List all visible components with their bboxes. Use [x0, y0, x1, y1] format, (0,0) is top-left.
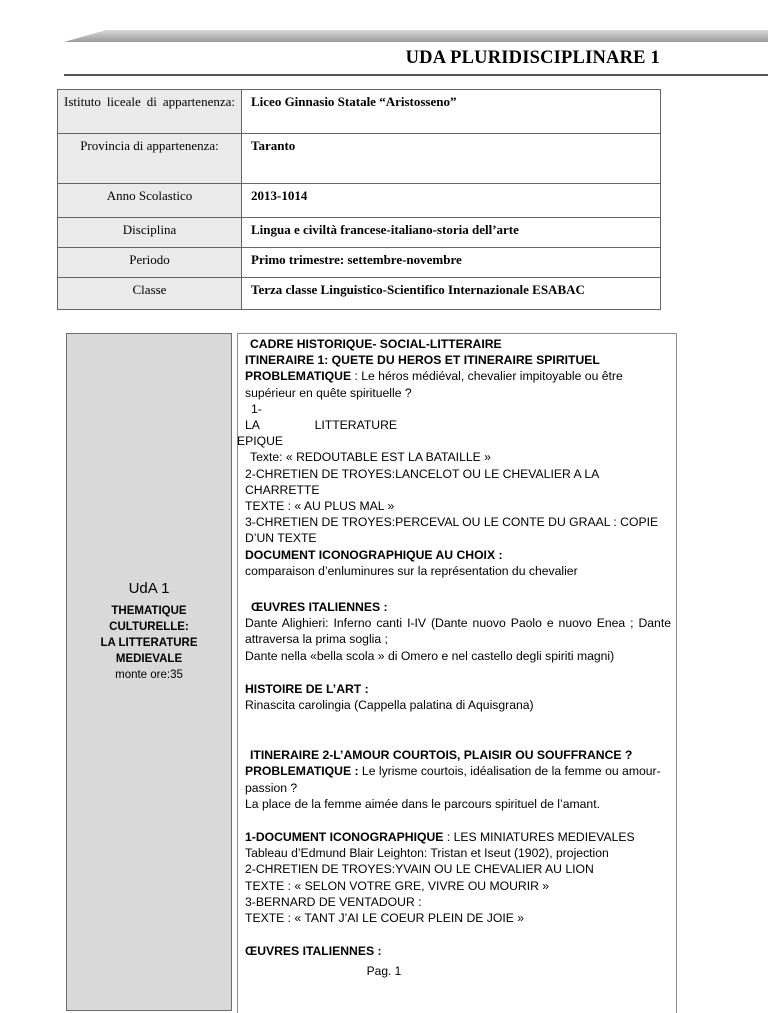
info-table: [57, 89, 661, 310]
label-periodo: Periodo: [58, 248, 242, 278]
value-anno: 2013-1014: [242, 184, 661, 218]
header-decoration-bar: [64, 30, 768, 42]
label-istituto: Istituto liceale di appartenenza:: [58, 90, 242, 134]
item-1-number: 1-: [251, 401, 262, 416]
miniature-line-3: TEXTE : « SELON VOTRE GRE, VIVRE OU MOURIR »: [245, 878, 550, 893]
page-number: Pag. 1: [366, 964, 402, 978]
item-2-title: 2-CHRETIEN DE TROYES:LANCELOT OU LE CHEVALIER A LA CHARRETTE: [245, 466, 599, 497]
doc-iconographique-2: [241, 829, 671, 845]
uda-theme-line3: LA LITTERATURE: [100, 637, 198, 649]
histoire-art-text: Rinascita carolingia (Cappella palatina di Aquisgrana): [245, 698, 534, 713]
oeuvres-italiennes-1-text: Dante Alighieri: Inferno canti I-IV (Dante nuovo Paolo e nuovo Enea ; Dante attraversa la prima soglia ;: [245, 616, 671, 647]
miniature-line-1: Tableau d’Edmund Blair Leighton: Tristan et Iseut (1902), projection: [245, 846, 609, 861]
itinerary-1-heading: ITINERAIRE 1: QUETE DU HEROS ET ITINERAIRE SPIRITUEL: [245, 353, 600, 368]
problematique-2-text: Le lyrisme courtois, idéalisation de la femme ou amour-passion ?: [245, 764, 661, 795]
oeuvres-italiennes-1-label: ŒUVRES ITALIENNES :: [251, 600, 388, 615]
histoire-art-label: HISTOIRE DE L’ART :: [245, 681, 369, 696]
value-disciplina: Lingua e civiltà francese-italiano-storia dell’arte: [242, 218, 661, 248]
uda-content: [237, 336, 671, 960]
value-istituto: Liceo Ginnasio Statale “Aristosseno”: [242, 90, 661, 134]
item-3-title: 3-CHRETIEN DE TROYES:PERCEVAL OU LE CONTE DU GRAAL : COPIE D’UN TEXTE: [245, 515, 659, 546]
problematique-1-text: : Le héros médiéval, chevalier impitoyable ou être supérieur en quête spirituelle ?: [245, 369, 623, 400]
cadre-heading: CADRE HISTORIQUE- SOCIAL-LITTERAIRE: [250, 337, 502, 351]
problematique-2: [241, 763, 671, 795]
label-anno: Anno Scolastico: [58, 184, 242, 218]
main-table-right-border: [676, 333, 677, 1013]
main-table-top-border: [237, 333, 676, 334]
uda-theme-line4: MEDIEVALE: [115, 653, 183, 665]
uda-theme-line1: THEMATIQUE: [111, 605, 187, 617]
miniature-line-5: TEXTE : « TANT J’AI LE COEUR PLEIN DE JOIE »: [245, 911, 525, 926]
uda-label-cell: [66, 333, 232, 1011]
value-classe: Terza classe Linguistico-Scientifico Internazionale ESABAC: [242, 278, 661, 310]
value-periodo: Primo trimestre: settembre-novembre: [242, 248, 661, 278]
uda-theme-line2: CULTURELLE:: [109, 621, 189, 633]
doc-iconographique-2-text: : LES MINIATURES MEDIEVALES: [443, 830, 635, 845]
item-1-title: LA LITTERATURE: [245, 418, 398, 433]
header-divider: [64, 74, 768, 76]
item-2-text: TEXTE : « AU PLUS MAL »: [245, 499, 395, 514]
item-1-title-end: EPIQUE: [237, 434, 284, 449]
oeuvres-italiennes-1-text2: Dante nella «bella scola » di Omero e nel castello degli spiriti magni): [245, 648, 615, 663]
problematique-1: [241, 368, 671, 400]
value-provincia: Taranto: [242, 134, 661, 184]
label-provincia: Provincia di appartenenza:: [58, 134, 242, 184]
item-1-text: Texte: « REDOUTABLE EST LA BATAILLE »: [250, 450, 491, 465]
oeuvres-italiennes-2-label: ŒUVRES ITALIENNES :: [245, 944, 382, 959]
miniature-line-2: 2-CHRETIEN DE TROYES:YVAIN OU LE CHEVALIER AU LION: [245, 862, 594, 877]
miniature-line-4: 3-BERNARD DE VENTADOUR :: [245, 894, 422, 909]
problematique-2-label: PROBLEMATIQUE :: [245, 764, 359, 779]
page-title: UDA PLURIDISCIPLINARE 1: [405, 48, 660, 68]
itinerary-2-heading: ITINERAIRE 2-L’AMOUR COURTOIS, PLAISIR OU SOUFFRANCE ?: [250, 748, 633, 763]
label-disciplina: Disciplina: [58, 218, 242, 248]
doc-iconographique-label: DOCUMENT ICONOGRAPHIQUE AU CHOIX :: [245, 547, 503, 562]
problematique-1-label: PROBLEMATIQUE: [245, 369, 352, 384]
problematique-2-text2: La place de la femme aimée dans le parcours spirituel de l’amant.: [245, 796, 600, 811]
uda-hours: monte ore:35: [115, 669, 183, 681]
doc-iconographique-text: comparaison d’enluminures sur la représentation du chevalier: [245, 563, 578, 578]
uda-label: [67, 580, 231, 683]
uda-title: UdA 1: [128, 580, 170, 597]
doc-iconographique-2-label: 1-DOCUMENT ICONOGRAPHIQUE: [245, 830, 444, 845]
label-classe: Classe: [58, 278, 242, 310]
